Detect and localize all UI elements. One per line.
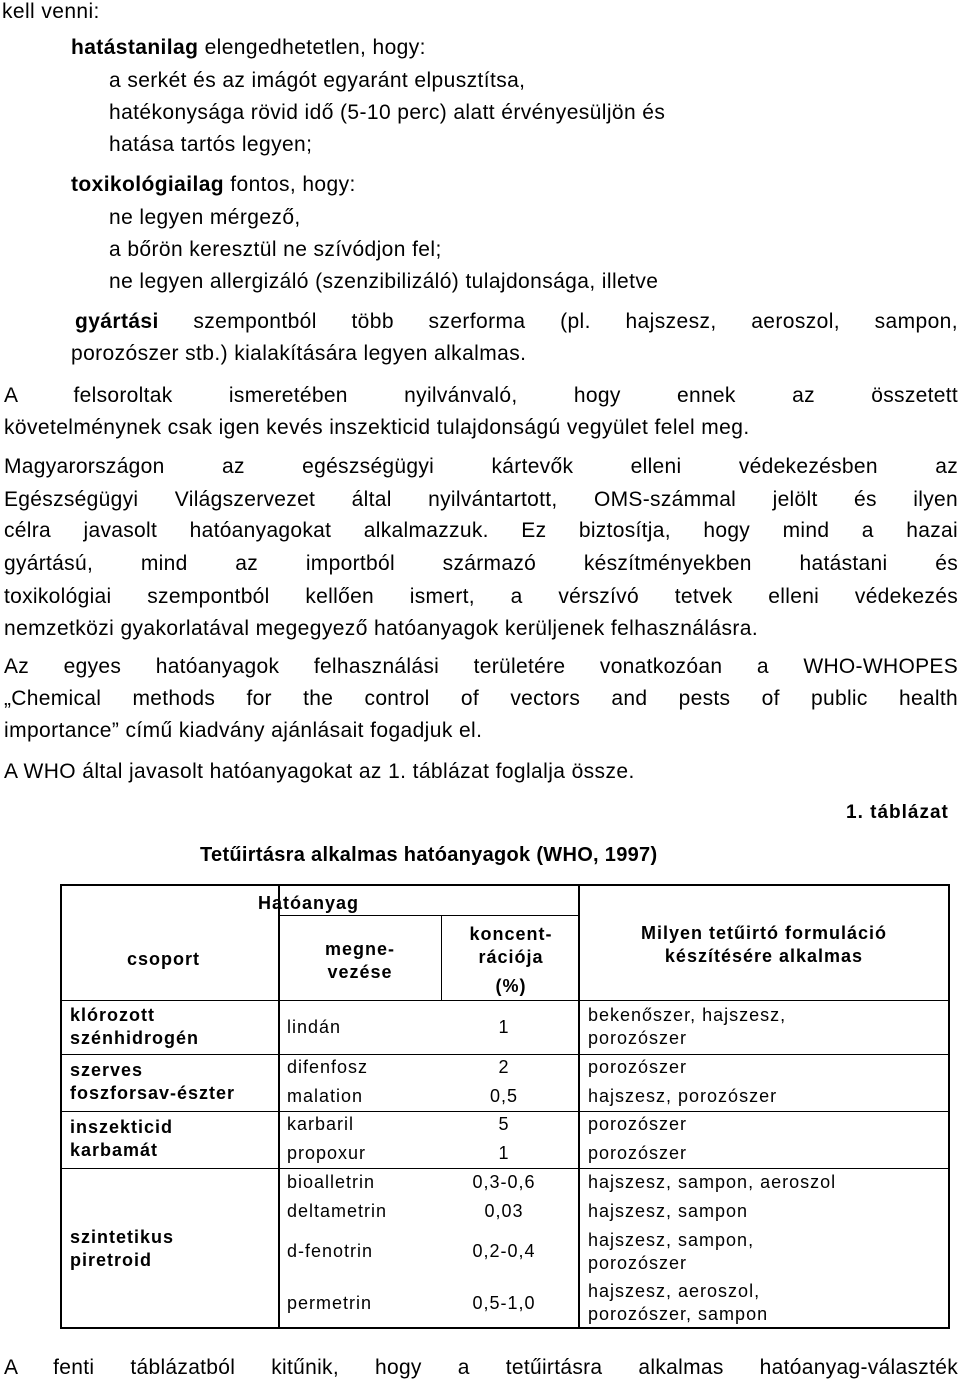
group-label: klórozott — [70, 1005, 155, 1025]
table-border-left — [60, 884, 62, 1329]
heading-rest: szempontból több szerforma (pl. hajszesz, aeroszol, sampon, — [158, 310, 958, 333]
row-concentration: 0,3-0,6 — [472, 1172, 536, 1192]
row-use: hajszesz, sampon, — [588, 1230, 755, 1250]
list-line: porozószer stb.) kialakítására legyen alkalmas. — [71, 342, 527, 365]
paragraph-line: A felsoroltak ismeretében nyilvánvaló, hogy ennek az összetett — [4, 384, 958, 407]
row-name: bioalletrin — [287, 1172, 376, 1192]
heading-rest: elengedhetetlen, hogy: — [198, 36, 426, 59]
header-koncentracio-2: rációja — [478, 947, 544, 967]
header-csoport: csoport — [127, 949, 201, 969]
row-use: porozószer, sampon — [588, 1304, 769, 1324]
row-use: porozószer — [588, 1143, 688, 1163]
table-vline — [278, 884, 280, 1329]
table-caption: 1. táblázat — [846, 802, 949, 823]
group-label: inszekticid — [70, 1117, 174, 1137]
table-hline — [60, 1000, 950, 1001]
list-heading-toxikologiailag — [71, 173, 356, 197]
row-concentration: 1 — [498, 1143, 510, 1163]
table-hline — [60, 1054, 950, 1055]
row-use: hajszesz, aeroszol, — [588, 1281, 761, 1301]
list-line: hatása tartós legyen; — [109, 133, 313, 156]
row-concentration: 5 — [498, 1114, 510, 1134]
paragraph-line: Egészségügyi Világszervezet által nyilvántartott, OMS-számmal jelölt és ilyen — [4, 488, 958, 511]
group-label: piretroid — [70, 1250, 153, 1270]
row-name: karbaril — [287, 1114, 355, 1134]
list-line: a bőrön keresztül ne szívódjon fel; — [109, 238, 442, 261]
group-label: karbamát — [70, 1140, 159, 1160]
paragraph-line: Magyarországon az egészségügyi kártevők elleni védekezésben az — [4, 455, 958, 478]
table-vline — [441, 915, 442, 1001]
heading-rest: fontos, hogy: — [224, 173, 356, 196]
header-koncentracio-3: (%) — [495, 976, 527, 996]
intro-line: kell venni: — [2, 0, 100, 23]
paragraph-line: célra javasolt hatóanyagokat alkalmazzuk. Ez biztosítja, hogy mind a hazai — [4, 519, 958, 542]
row-name: lindán — [287, 1017, 342, 1037]
list-line: ne legyen mérgező, — [109, 206, 301, 229]
table-hline — [60, 1168, 950, 1169]
row-concentration: 0,03 — [484, 1201, 524, 1221]
row-concentration: 2 — [498, 1057, 510, 1077]
bold-term: toxikológiailag — [71, 173, 225, 196]
bold-term: gyártási — [75, 310, 159, 333]
row-use: porozószer — [588, 1114, 688, 1134]
list-line: ne legyen allergizáló (szenzibilizáló) tulajdonsága, illetve — [109, 270, 659, 293]
header-hatoanyag: Hatóanyag — [258, 893, 360, 913]
group-label: szénhidrogén — [70, 1028, 200, 1048]
row-use: bekenőszer, hajszesz, — [588, 1005, 787, 1025]
row-concentration: 0,5-1,0 — [472, 1293, 536, 1313]
header-megnevezese-1: megne- — [324, 939, 395, 959]
list-line: a serkét és az imágót egyaránt elpusztítsa, — [109, 69, 526, 92]
paragraph-line: toxikológiai szempontból kellően ismert, a vérszívó tetvek elleni védekezés — [4, 585, 958, 608]
row-concentration: 0,2-0,4 — [472, 1241, 536, 1261]
row-name: difenfosz — [287, 1057, 369, 1077]
paragraph-line: A WHO által javasolt hatóanyagokat az 1. táblázat foglalja össze. — [4, 760, 635, 783]
paragraph-line: „Chemical methods for the control of vectors and pests of public health — [4, 687, 958, 710]
table-hline — [60, 1111, 950, 1112]
row-name: permetrin — [287, 1293, 373, 1313]
row-use: porozószer — [588, 1028, 688, 1048]
table-title: Tetűirtásra alkalmas hatóanyagok (WHO, 1997) — [200, 844, 658, 866]
paragraph-line: nemzetközi gyakorlatával megegyező hatóanyagok kerüljenek felhasználásra. — [4, 617, 759, 640]
header-koncentracio-1: koncent- — [469, 924, 553, 944]
bold-term: hatástanilag — [71, 36, 199, 59]
row-name: propoxur — [287, 1143, 367, 1163]
row-use: hajszesz, porozószer — [588, 1086, 778, 1106]
row-name: deltametrin — [287, 1201, 388, 1221]
paragraph-line: A fenti táblázatból kitűnik, hogy a tetűirtásra alkalmas hatóanyag-választék — [4, 1356, 958, 1379]
row-use: hajszesz, sampon — [588, 1201, 749, 1221]
row-concentration: 0,5 — [489, 1086, 519, 1106]
row-name: malation — [287, 1086, 364, 1106]
paragraph-line: követelménynek csak igen kevés inszekticid tulajdonságú vegyület felel meg. — [4, 416, 750, 439]
list-line: hatékonysága rövid idő (5-10 perc) alatt érvényesüljön és — [109, 101, 666, 124]
group-label: szintetikus — [70, 1227, 175, 1247]
table-border-bottom — [60, 1327, 950, 1329]
group-label: foszforsav-észter — [70, 1083, 236, 1103]
list-heading-hatastanilag — [71, 36, 426, 60]
list-heading-gyartasi — [75, 310, 958, 334]
paragraph-line: importance” című kiadvány ajánlásait fogadjuk el. — [4, 719, 483, 742]
row-use: hajszesz, sampon, aeroszol — [588, 1172, 837, 1192]
row-concentration: 1 — [498, 1017, 510, 1037]
group-label: szerves — [70, 1060, 144, 1080]
table-border-top — [60, 884, 950, 886]
row-use: porozószer — [588, 1057, 688, 1077]
paragraph-line: Az egyes hatóanyagok felhasználási területére vonatkozóan a WHO-WHOPES — [4, 655, 958, 678]
paragraph-line: gyártású, mind az importból származó készítményekben hatástani és — [4, 552, 958, 575]
header-formulacio-1: Milyen tetűirtó formuláció — [640, 923, 888, 943]
table-border-right — [948, 884, 950, 1329]
header-formulacio-2: készítésére alkalmas — [664, 946, 864, 966]
row-use: porozószer — [588, 1253, 688, 1273]
header-megnevezese-2: vezése — [327, 962, 393, 982]
row-name: d-fenotrin — [287, 1241, 374, 1261]
table-hline — [278, 915, 578, 916]
